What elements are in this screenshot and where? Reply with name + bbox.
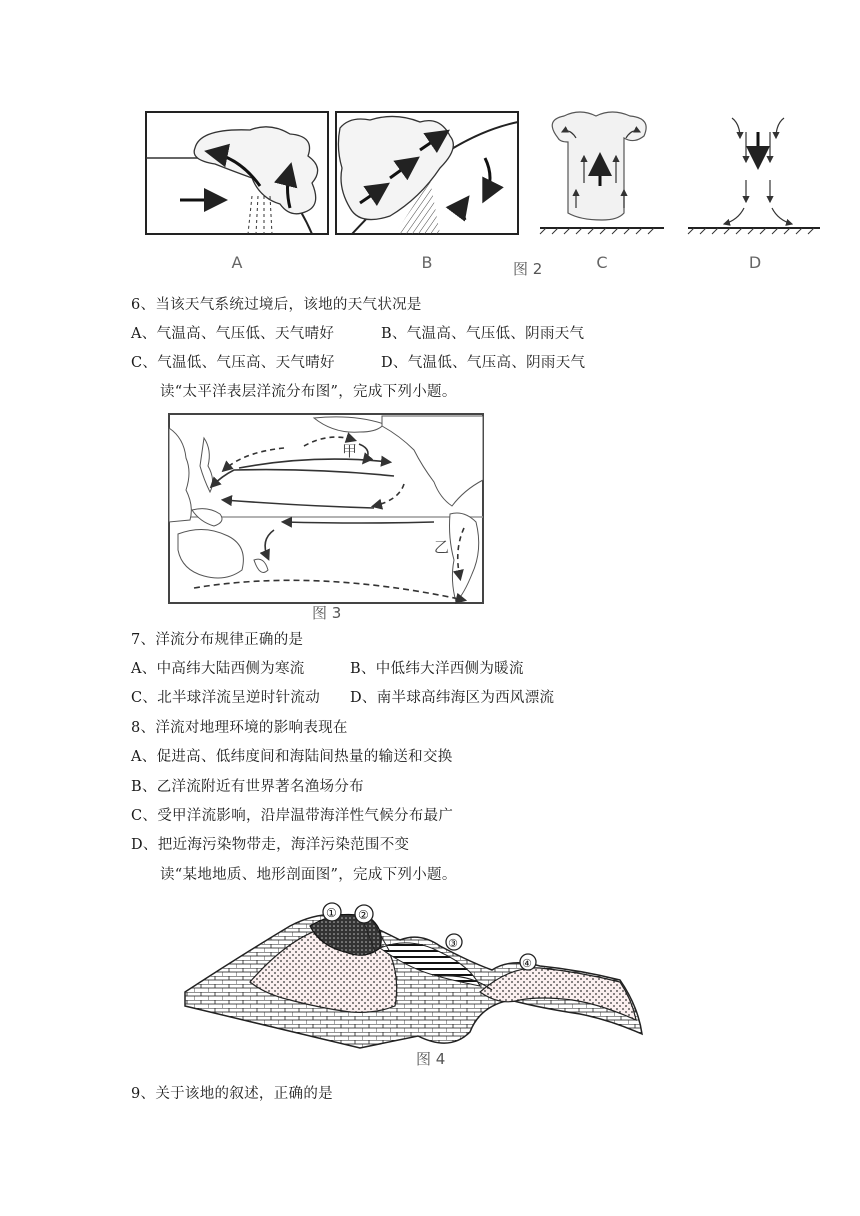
q8-option-d: D、把近海污染物带走，海洋污染范围不变 — [131, 837, 410, 853]
figure-4-caption: 图 4 — [416, 1050, 446, 1068]
q6-option-a: A、气温高、气压低、天气晴好 — [131, 326, 335, 342]
panel-c-cyclone — [540, 112, 664, 234]
current-yi-label: 乙 — [434, 538, 450, 556]
q7-option-b: B、中低纬大洋西侧为暖流 — [350, 661, 524, 677]
marker-2: ② — [358, 908, 369, 922]
fig3-intro: 读“太平洋表层洋流分布图”，完成下列小题。 — [160, 384, 457, 400]
q8-option-a: A、促进高、低纬度间和海陆间热量的输送和交换 — [131, 749, 453, 765]
figure-2-caption: 图 2 — [513, 260, 543, 276]
figure-4-geological-profile — [180, 896, 650, 1074]
q6-option-d: D、气温低、气压高、阴雨天气 — [381, 355, 586, 371]
figure-3-pacific-currents — [164, 410, 489, 622]
q7-option-d: D、南半球高纬海区为西风漂流 — [350, 690, 555, 706]
figure-3-caption: 图 3 — [312, 604, 342, 622]
panel-d-label: D — [748, 253, 762, 272]
q8-option-c: C、受甲洋流影响，沿岸温带海洋性气候分布最广 — [131, 808, 454, 824]
q7-option-a: A、中高纬大陆西侧为寒流 — [131, 661, 305, 677]
fig4-intro: 读“某地地质、地形剖面图”，完成下列小题。 — [160, 867, 457, 883]
panel-a-cold-front — [146, 112, 328, 234]
panel-b-warm-front — [336, 112, 518, 234]
q7-option-c: C、北半球洋流呈逆时针流动 — [131, 690, 320, 706]
q8-stem: 8、洋流对地理环境的影响表现在 — [131, 720, 348, 736]
marker-4: ④ — [522, 957, 532, 970]
panel-b-label: B — [421, 253, 433, 272]
figure-2-weather-systems — [140, 108, 830, 276]
q8-option-b: B、乙洋流附近有世界著名渔场分布 — [131, 779, 364, 795]
q6-stem: 6、当该天气系统过境后，该地的天气状况是 — [131, 297, 422, 313]
current-jia-label: 甲 — [342, 442, 358, 460]
q6-option-b: B、气温高、气压低、阴雨天气 — [381, 326, 585, 342]
panel-a-label: A — [231, 253, 243, 272]
marker-1: ① — [326, 906, 337, 920]
q7-stem: 7、洋流分布规律正确的是 — [131, 632, 304, 648]
panel-d-anticyclone — [688, 118, 820, 234]
marker-3: ③ — [448, 937, 458, 950]
q6-option-c: C、气温低、气压高、天气晴好 — [131, 355, 335, 371]
q9-stem: 9、关于该地的叙述，正确的是 — [131, 1086, 333, 1102]
panel-c-label: C — [596, 253, 608, 272]
